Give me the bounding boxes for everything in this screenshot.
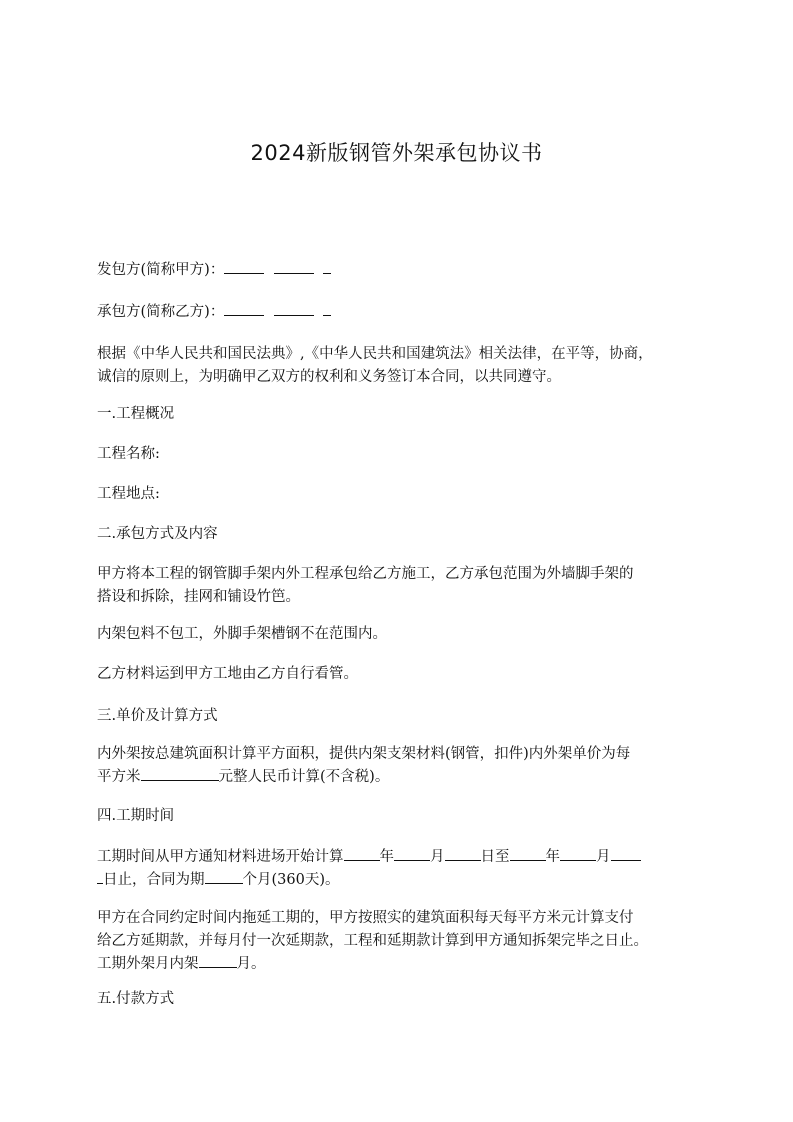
section-4-p2-line-1: 甲方在合同约定时间内拖延工期的，甲方按照实的建筑面积每天每平方米元计算支付 — [97, 910, 634, 926]
year-label: 年 — [379, 849, 394, 865]
project-location-label: 工程地点: — [97, 486, 160, 502]
party-b-label: 承包方(简称乙方)： — [97, 304, 225, 320]
section-3-paragraph — [97, 743, 702, 789]
intro-paragraph — [97, 343, 702, 389]
party-a-blank-3[interactable] — [323, 259, 331, 274]
start-month-blank[interactable] — [394, 846, 430, 861]
unit-price-prefix: 平方米 — [97, 769, 141, 785]
end-year-blank[interactable] — [510, 846, 546, 861]
section-5-heading: 五.付款方式 — [97, 991, 175, 1007]
party-a-label: 发包方(简称甲方)： — [97, 262, 225, 278]
month-label-2: 月 — [596, 849, 611, 865]
intro-line-1: 根据《中华人民共和国民法典》,《中华人民共和国建筑法》相关法律，在平等，协商， — [97, 346, 653, 362]
section-3-line-2 — [97, 766, 702, 789]
intro-line-2: 诚信的原则上，为明确甲乙双方的权利和义务签订本合同，以共同遵守。 — [97, 369, 561, 385]
period-start-text: 工期时间从甲方通知材料进场开始计算 — [97, 849, 344, 865]
document-title: 2024新版钢管外架承包协议书 — [250, 141, 543, 165]
party-a-line — [97, 259, 702, 282]
inner-scaffold-months-blank[interactable] — [199, 953, 237, 968]
section-4-paragraph-2 — [97, 907, 702, 976]
section-1-heading: 一.工程概况 — [97, 406, 175, 422]
section-4-p2-line-2: 给乙方延期款，并每月付一次延期款，工程和延期款计算到甲方通知拆架完毕之日止。 — [97, 933, 648, 949]
section-4-p1-line-2 — [97, 869, 702, 892]
party-b-blank-1[interactable] — [224, 301, 264, 316]
start-day-blank[interactable] — [445, 846, 481, 861]
party-a-blank-2[interactable] — [274, 259, 314, 274]
section-2-heading: 二.承包方式及内容 — [97, 526, 218, 542]
section-2-paragraph-3: 乙方材料运到甲方工地由乙方自行看管。 — [97, 666, 358, 682]
unit-price-blank[interactable] — [141, 766, 219, 781]
section-4-heading: 四.工期时间 — [97, 808, 175, 824]
day-to-label: 日至 — [480, 849, 510, 865]
scaffold-duration-text: 工期外架月内架 — [97, 956, 199, 972]
start-year-blank[interactable] — [344, 846, 380, 861]
scaffold-duration-suffix: 月。 — [236, 956, 266, 972]
section-2-paragraph-1 — [97, 563, 702, 609]
contract-months-suffix: 个月(360天)。 — [242, 872, 340, 888]
party-a-blank-1[interactable] — [224, 259, 264, 274]
section-3-heading: 三.单价及计算方式 — [97, 708, 218, 724]
unit-price-suffix: 元整人民币计算(不含税)。 — [218, 769, 390, 785]
section-4-p2-line-3 — [97, 953, 702, 976]
section-4-paragraph-1 — [97, 846, 702, 892]
contract-months-blank[interactable] — [205, 869, 243, 884]
year-label-2: 年 — [545, 849, 560, 865]
section-2-p1-line-2: 搭设和拆除，挂网和铺设竹笆。 — [97, 589, 300, 605]
project-name-label: 工程名称: — [97, 446, 160, 462]
party-b-blank-3[interactable] — [323, 301, 331, 316]
section-2-p1-line-1: 甲方将本工程的钢管脚手架内外工程承包给乙方施工，乙方承包范围为外墙脚手架的 — [97, 566, 634, 582]
month-label: 月 — [430, 849, 445, 865]
period-end-text: 日止，合同为期 — [103, 872, 205, 888]
section-3-line-1: 内外架按总建筑面积计算平方面积，提供内架支架材料(钢管，扣件)内外架单价为每 — [97, 746, 631, 762]
party-b-line — [97, 301, 702, 324]
end-month-blank[interactable] — [560, 846, 596, 861]
end-day-blank-part-1[interactable] — [611, 846, 641, 861]
party-b-blank-2[interactable] — [274, 301, 314, 316]
section-4-p1-line-1 — [97, 846, 702, 869]
section-2-paragraph-2: 内架包料不包工，外脚手架槽钢不在范围内。 — [97, 626, 387, 642]
